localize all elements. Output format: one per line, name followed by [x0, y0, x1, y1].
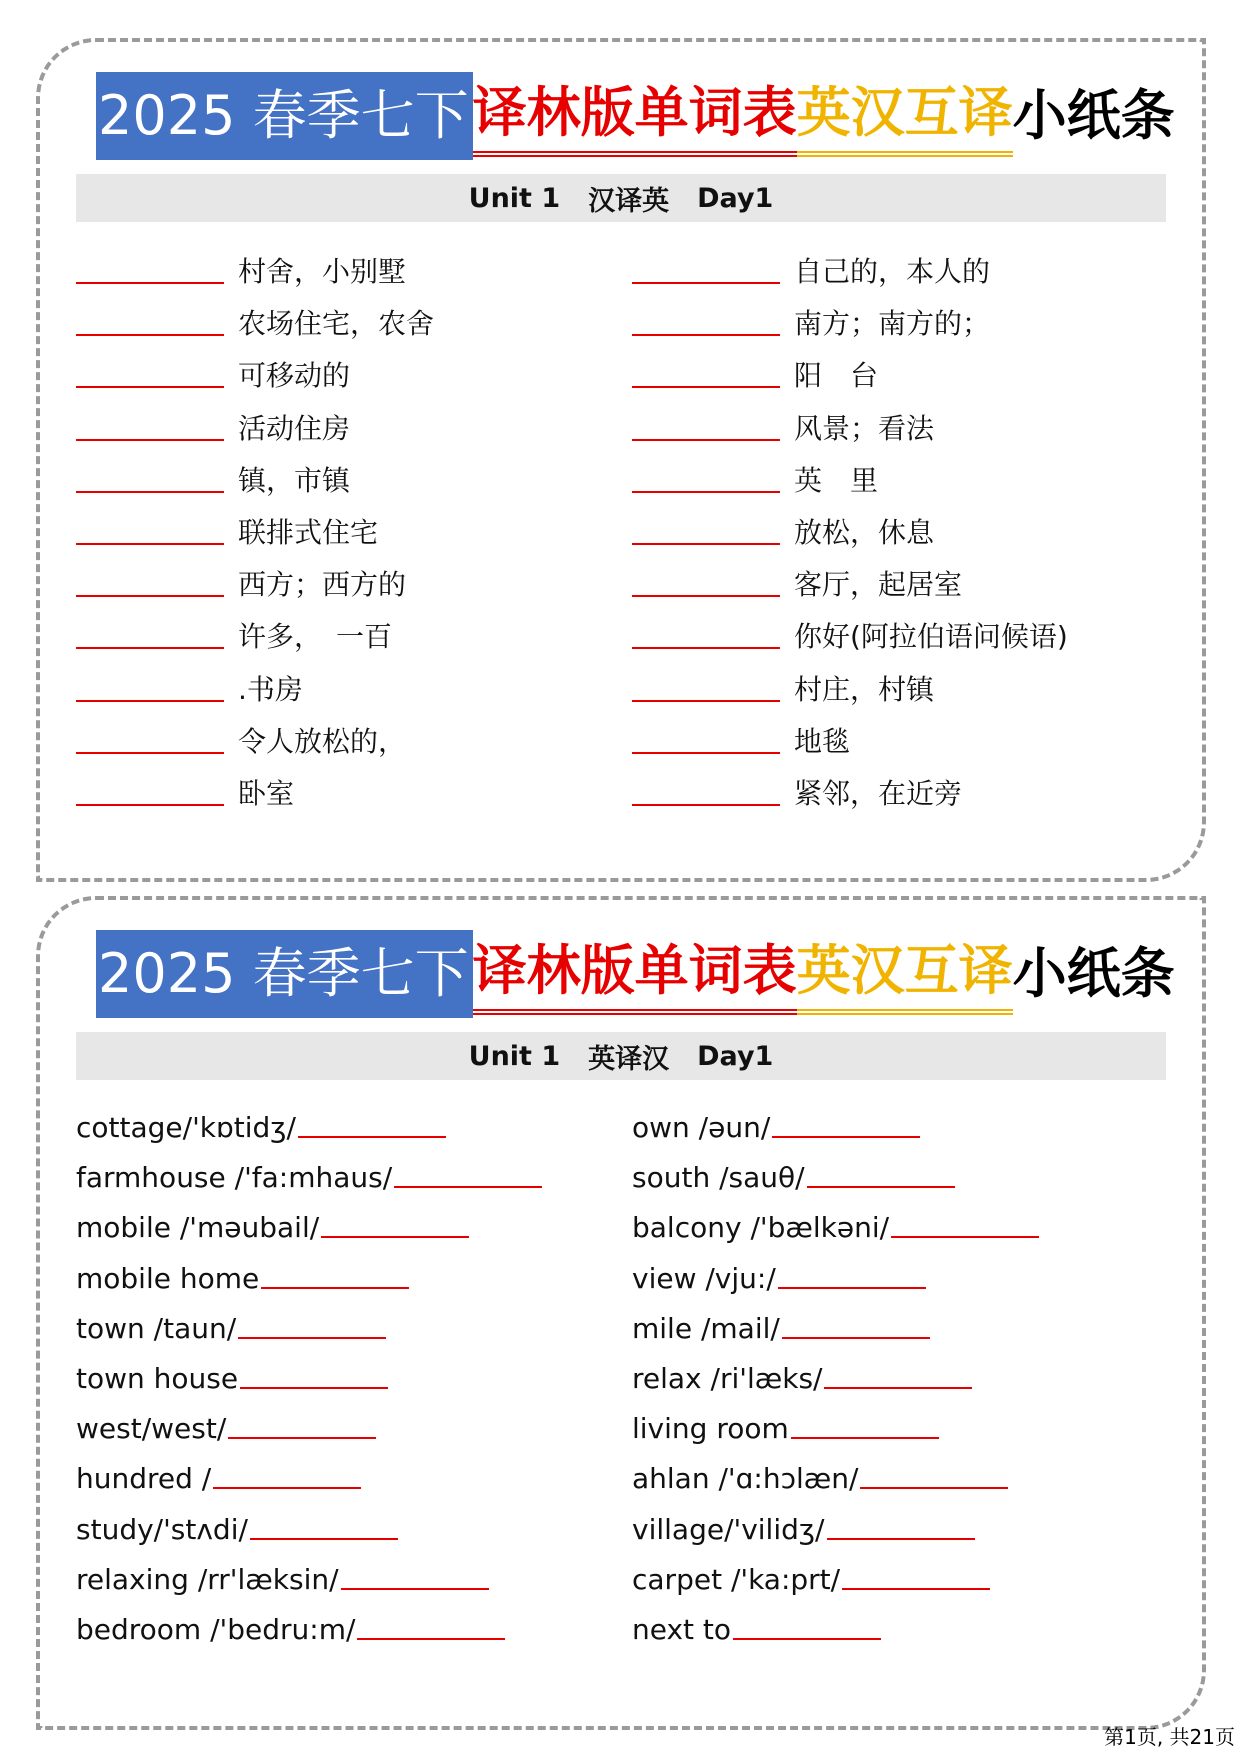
vocab-text: 村庄，村镇 — [794, 672, 935, 706]
answer-blank[interactable] — [632, 643, 780, 649]
vocab-entry — [632, 1455, 1008, 1495]
vocab-entry — [76, 354, 350, 394]
vocab-row — [76, 1355, 1166, 1395]
answer-blank[interactable] — [632, 435, 780, 441]
vocab-text: farmhouse /'fa:mhaus/ — [76, 1161, 393, 1195]
vocab-entry — [632, 563, 962, 603]
vocab-entry — [632, 1305, 930, 1345]
vocab-entry — [76, 250, 406, 290]
vocab-text: 你好(阿拉伯语问候语) — [794, 620, 1068, 654]
vocab-entry — [76, 1255, 409, 1295]
vocab-text: 自己的，本人的 — [794, 255, 991, 288]
vocab-text: mobile home — [76, 1261, 260, 1295]
day-label: Day1 — [697, 182, 774, 214]
vocab-text: town /taun/ — [76, 1311, 237, 1345]
vocab-entry — [632, 1255, 926, 1295]
mode-label: 英译汉 — [588, 1043, 670, 1075]
vocab-entry — [632, 720, 850, 760]
answer-blank[interactable] — [860, 1483, 1008, 1489]
vocab-row — [76, 1104, 1166, 1144]
vocab-entry — [632, 1506, 975, 1546]
vocab-card-english-to-chinese — [36, 896, 1206, 1730]
vocab-text: village/'vilidʒ/ — [632, 1512, 825, 1546]
answer-blank[interactable] — [791, 1433, 939, 1439]
vocab-text: cottage/'kɒtidʒ/ — [76, 1111, 296, 1144]
vocab-entry — [632, 1104, 920, 1144]
vocab-entry — [76, 459, 350, 499]
vocab-text: south /sauθ/ — [632, 1161, 805, 1195]
vocab-row — [76, 563, 1166, 603]
vocab-text: 农场住宅，农舍 — [238, 307, 435, 341]
vocab-row — [76, 459, 1166, 499]
vocab-entry — [632, 1204, 1039, 1244]
title-part-year: 2025 春季七下 — [96, 72, 473, 160]
vocab-entry — [76, 407, 350, 447]
vocab-text: 镇，市镇 — [238, 463, 351, 497]
answer-blank[interactable] — [76, 748, 224, 754]
vocab-text: 客厅，起居室 — [794, 568, 963, 602]
vocab-entry — [632, 1606, 881, 1646]
vocab-text: living room — [632, 1412, 789, 1446]
answer-blank[interactable] — [76, 643, 224, 649]
vocab-text: 令人放松的， — [238, 724, 407, 758]
vocab-entry — [632, 1405, 939, 1445]
answer-blank[interactable] — [76, 382, 224, 388]
card-title — [96, 72, 1175, 160]
answer-blank[interactable] — [632, 539, 780, 545]
vocab-text: 卧室 — [238, 777, 295, 810]
vocab-entry — [76, 720, 406, 760]
vocab-entry — [76, 563, 406, 603]
answer-blank[interactable] — [321, 1232, 469, 1238]
answer-blank[interactable] — [807, 1182, 955, 1188]
answer-blank[interactable] — [238, 1333, 386, 1339]
vocab-row — [76, 772, 1166, 812]
mode-label: 汉译英 — [588, 185, 670, 217]
vocab-entry — [76, 615, 392, 655]
answer-blank[interactable] — [782, 1333, 930, 1339]
unit-label: Unit 1 — [468, 1040, 561, 1072]
answer-blank[interactable] — [733, 1634, 881, 1640]
answer-blank[interactable] — [778, 1283, 926, 1289]
vocab-text: 可移动的 — [238, 359, 351, 393]
answer-blank[interactable] — [824, 1383, 972, 1389]
vocab-row — [76, 1305, 1166, 1345]
answer-blank[interactable] — [76, 435, 224, 441]
vocab-entry — [632, 1556, 990, 1596]
vocab-entry — [76, 1104, 446, 1144]
vocab-entry — [76, 1154, 542, 1194]
vocab-text: carpet /'ka:prt/ — [632, 1562, 841, 1596]
vocab-text: 西方；西方的 — [238, 568, 407, 602]
vocab-text: .书房 — [238, 672, 303, 706]
vocab-entry — [632, 407, 934, 447]
vocab-text: study/'stʌdi/ — [76, 1512, 248, 1546]
title-part-mode: 英汉互译 — [797, 75, 1013, 157]
vocab-text: 地毯 — [794, 724, 851, 758]
answer-blank[interactable] — [228, 1433, 376, 1439]
vocab-row — [76, 1606, 1166, 1646]
vocab-row — [76, 354, 1166, 394]
title-part-book: 译林版单词表 — [473, 75, 797, 157]
answer-blank[interactable] — [76, 539, 224, 545]
title-part-note: 小纸条 — [1012, 84, 1175, 147]
vocab-entry — [76, 1606, 505, 1646]
answer-blank[interactable] — [632, 487, 780, 493]
answer-blank[interactable] — [891, 1232, 1039, 1238]
answer-blank[interactable] — [213, 1483, 361, 1489]
title-part-year: 2025 春季七下 — [96, 930, 473, 1018]
vocab-text: relax /ri'læks/ — [632, 1362, 823, 1395]
vocab-entry — [76, 772, 294, 812]
vocab-row — [76, 407, 1166, 447]
vocab-row — [76, 1455, 1166, 1495]
vocab-text: view /vju:/ — [632, 1261, 776, 1295]
vocab-entry — [76, 1506, 398, 1546]
vocab-text: next to — [632, 1613, 732, 1646]
vocab-text: 许多， 一百 — [238, 620, 393, 654]
answer-blank[interactable] — [632, 800, 780, 806]
vocab-entry — [76, 668, 303, 708]
title-part-mode: 英汉互译 — [797, 933, 1013, 1015]
vocab-text: hundred / — [76, 1462, 212, 1496]
vocab-text: balcony /'bælkəni/ — [632, 1211, 890, 1245]
vocab-text: 活动住房 — [238, 411, 351, 445]
answer-blank[interactable] — [842, 1584, 990, 1590]
vocab-entry — [632, 302, 990, 342]
section-banner — [76, 1032, 1166, 1080]
vocab-entry — [632, 250, 990, 290]
vocab-text: relaxing /rr'læksin/ — [76, 1562, 339, 1596]
answer-blank[interactable] — [341, 1584, 489, 1590]
vocab-row — [76, 511, 1166, 551]
answer-blank[interactable] — [76, 696, 224, 702]
vocab-entry — [76, 1405, 376, 1445]
vocab-text: 英 里 — [794, 463, 879, 497]
vocab-text: 南方；南方的； — [794, 307, 991, 341]
vocab-text: mobile /'məubail/ — [76, 1211, 320, 1245]
vocab-text: 联排式住宅 — [238, 516, 379, 549]
vocab-card-chinese-to-english — [36, 38, 1206, 882]
answer-blank[interactable] — [772, 1132, 920, 1138]
answer-blank[interactable] — [76, 330, 224, 336]
vocab-text: 风景；看法 — [794, 411, 935, 445]
answer-blank[interactable] — [632, 591, 780, 597]
vocab-entry — [76, 1455, 361, 1495]
vocab-entry — [632, 354, 878, 394]
vocab-entry — [76, 511, 378, 551]
answer-blank[interactable] — [632, 748, 780, 754]
page-number: 第1页, 共21页 — [1104, 1725, 1235, 1749]
answer-blank[interactable] — [394, 1182, 542, 1188]
vocab-entry — [632, 615, 1068, 655]
vocab-text: 阳 台 — [794, 359, 879, 393]
unit-label: Unit 1 — [468, 182, 561, 214]
vocab-row — [76, 668, 1166, 708]
vocab-row — [76, 1204, 1166, 1244]
vocab-entry — [632, 1355, 972, 1395]
answer-blank[interactable] — [827, 1534, 975, 1540]
vocab-row — [76, 615, 1166, 655]
vocab-entry — [76, 1204, 469, 1244]
vocab-row — [76, 1506, 1166, 1546]
answer-blank[interactable] — [76, 800, 224, 806]
vocab-entry — [632, 668, 934, 708]
vocab-entry — [76, 302, 434, 342]
title-part-book: 译林版单词表 — [473, 933, 797, 1015]
answer-blank[interactable] — [240, 1383, 388, 1389]
vocab-entry — [76, 1305, 386, 1345]
vocab-text: ahlan /'ɑ:hɔlæn/ — [632, 1462, 859, 1496]
answer-blank[interactable] — [357, 1634, 505, 1640]
vocab-row — [76, 1405, 1166, 1445]
vocab-entry — [632, 459, 878, 499]
vocab-entry — [632, 772, 962, 812]
day-label: Day1 — [697, 1040, 774, 1072]
answer-blank[interactable] — [76, 591, 224, 597]
vocab-row — [76, 1154, 1166, 1194]
vocab-row — [76, 302, 1166, 342]
answer-blank[interactable] — [261, 1283, 409, 1289]
vocab-row — [76, 1255, 1166, 1295]
answer-blank[interactable] — [632, 330, 780, 336]
vocab-entry — [632, 511, 934, 551]
title-part-note: 小纸条 — [1012, 942, 1175, 1005]
section-banner — [76, 174, 1166, 222]
answer-blank[interactable] — [632, 696, 780, 702]
vocab-entry — [76, 1556, 489, 1596]
answer-blank[interactable] — [632, 382, 780, 388]
card-title — [96, 930, 1175, 1018]
vocab-row — [76, 720, 1166, 760]
answer-blank[interactable] — [250, 1534, 398, 1540]
vocab-text: own /əun/ — [632, 1111, 771, 1144]
answer-blank[interactable] — [632, 278, 780, 284]
vocab-row — [76, 1556, 1166, 1596]
vocab-entry — [76, 1355, 388, 1395]
answer-blank[interactable] — [298, 1132, 446, 1138]
answer-blank[interactable] — [76, 487, 224, 493]
vocab-text: town house — [76, 1362, 239, 1395]
vocab-text: 放松，休息 — [794, 516, 935, 549]
vocab-text: bedroom /'bedru:m/ — [76, 1613, 356, 1646]
vocab-text: mile /mail/ — [632, 1311, 780, 1345]
answer-blank[interactable] — [76, 278, 224, 284]
vocab-entry — [632, 1154, 955, 1194]
vocab-text: 村舍，小别墅 — [238, 255, 407, 288]
vocab-row — [76, 250, 1166, 290]
vocab-text: west/west/ — [76, 1412, 227, 1446]
vocab-text: 紧邻，在近旁 — [794, 777, 963, 810]
